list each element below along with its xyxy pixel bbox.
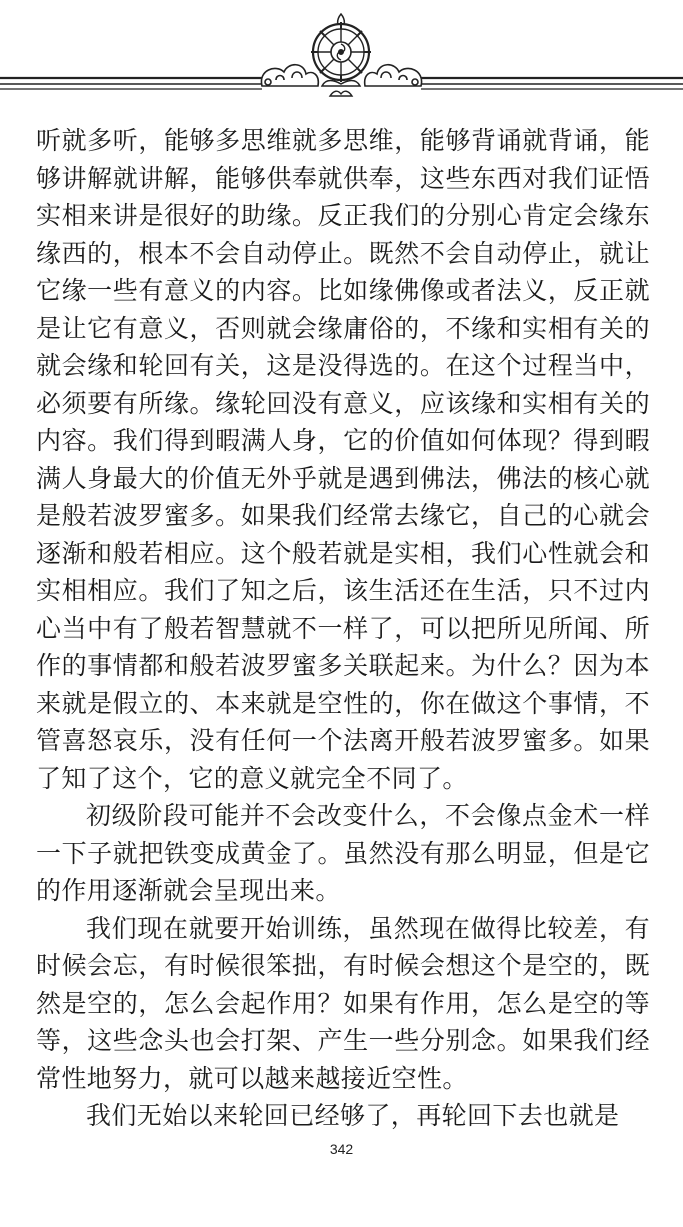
paragraph: 我们现在就要开始训练，虽然现在做得比较差，有时候会忘，有时候很笨拙，有时候会想这个是空的，既然是空的，怎么会起作用？如果有作用，怎么是空的等等，这些念头也会打架、产生一些分别念。如果我们经常性地努力，就可以越来越接近空性。 [36,913,650,1093]
paragraph: 听就多听，能够多思维就多思维，能够背诵就背诵，能够讲解就讲解，能够供奉就供奉，这些东西对我们证悟实相来讲是很好的助缘。反正我们的分别心肯定会缘东缘西的，根本不会自动停止。既然不会自动停止，就让它缘一些有意义的内容。比如缘佛像或者法义，反正就是让它有意义，否则就会缘庸俗的，不缘和实相有关的就会缘和轮回有关，这是没得选的。在这个过程当中，必须要有所缘。缘轮回没有意义，应该缘和实相有关的内容。我们得到暇满人身，它的价值如何体现？得到暇满人身最大的价值无外乎就是遇到佛法，佛法的核心就是般若波罗蜜多。如果我们经常去缘它，自己的心就会逐渐和般若相应。这个般若就是实相，我们心性就会和实相相应。我们了知之后，该生活还在生活，只不过内心当中有了般若智慧就不一样了，可以把所见所闻、所作的事情都和般若波罗蜜多关联起来。为什么？因为本来就是假立的、本来就是空性的，你在做这个事情，不管喜怒哀乐，没有任何一个法离开般若波罗蜜多。如果了知了这个，它的意义就完全不同了。 [36,126,650,793]
header-rule-left [0,78,262,89]
header-ornament [0,0,683,110]
page-number: 342 [329,1141,354,1157]
paragraph: 我们无始以来轮回已经够了，再轮回下去也就是 [86,1101,620,1130]
page-header [0,0,683,110]
cloud-scroll-icon [365,65,422,86]
cloud-scroll-icon [261,65,318,86]
dharma-wheel-icon [311,14,371,96]
body-text [36,122,650,1135]
header-rule-right [421,78,683,89]
paragraph: 初级阶段可能并不会改变什么，不会像点金术一样一下子就把铁变成黄金了。虽然没有那么明显，但是它的作用逐渐就会呈现出来。 [36,801,650,905]
